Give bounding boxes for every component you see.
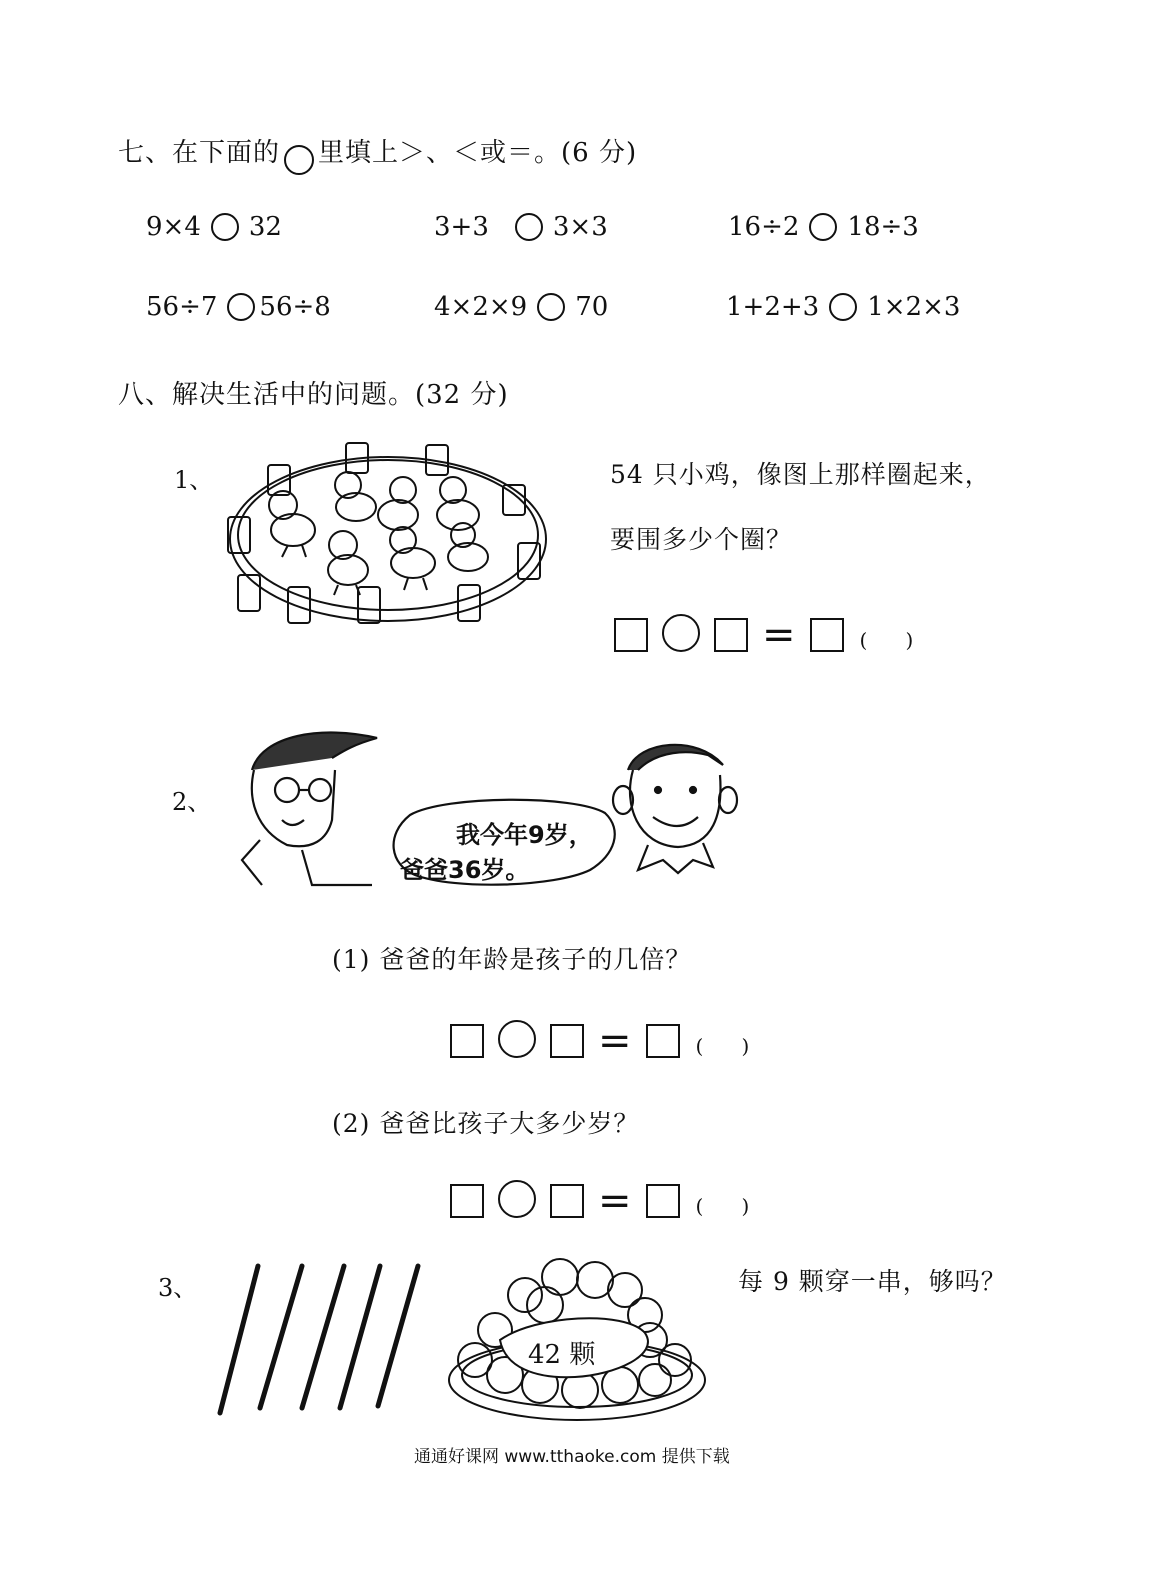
compare-item bbox=[434, 292, 608, 322]
compare-blank-circle[interactable] bbox=[211, 213, 239, 241]
compare-blank-circle[interactable] bbox=[537, 293, 565, 321]
answer-box[interactable] bbox=[646, 1184, 680, 1218]
compare-blank-circle[interactable] bbox=[227, 293, 255, 321]
q1-text-line2: 要围多少个圈？ bbox=[610, 525, 793, 554]
compare-left: 16÷2 bbox=[728, 212, 800, 242]
chicks-in-fence-illustration bbox=[218, 435, 563, 635]
compare-right: 32 bbox=[248, 212, 282, 242]
speech-bubble-line1: 我今年9岁， bbox=[456, 821, 593, 849]
unit-paren[interactable]: ( ) bbox=[695, 1034, 750, 1058]
compare-left: 9×4 bbox=[146, 212, 201, 242]
compare-item bbox=[726, 292, 960, 322]
answer-box[interactable] bbox=[810, 618, 844, 652]
compare-left: 3+3 bbox=[434, 212, 489, 242]
compare-right: 3×3 bbox=[552, 212, 608, 242]
answer-box[interactable] bbox=[714, 618, 748, 652]
answer-box[interactable] bbox=[550, 1024, 584, 1058]
compare-blank-circle[interactable] bbox=[829, 293, 857, 321]
section7-title bbox=[118, 132, 637, 175]
footer-watermark: 通通好课网 www.tthaoke.com 提供下载 bbox=[414, 1447, 730, 1467]
operator-circle[interactable] bbox=[498, 1180, 536, 1218]
question-number: 2、 bbox=[172, 788, 212, 816]
answer-box[interactable] bbox=[646, 1024, 680, 1058]
equals-icon: = bbox=[598, 1018, 632, 1064]
compare-item bbox=[146, 212, 282, 242]
compare-item bbox=[434, 212, 608, 242]
section7-title-before: 七、在下面的 bbox=[118, 138, 281, 168]
compare-left: 4×2×9 bbox=[434, 292, 528, 322]
q2-equation-1 bbox=[450, 1018, 750, 1064]
compare-right: 70 bbox=[575, 292, 609, 322]
compare-blank-circle[interactable] bbox=[809, 213, 837, 241]
compare-blank-circle[interactable] bbox=[515, 213, 543, 241]
compare-left: 56÷7 bbox=[146, 292, 218, 322]
circle-symbol-icon bbox=[284, 145, 314, 175]
child-portrait-illustration bbox=[608, 735, 748, 875]
compare-right: 18÷3 bbox=[847, 212, 919, 242]
equals-icon: = bbox=[598, 1178, 632, 1224]
q3-question: 每 9 颗穿一串，够吗？ bbox=[738, 1267, 1007, 1296]
plate-label: 42 颗 bbox=[528, 1340, 596, 1370]
operator-circle[interactable] bbox=[498, 1020, 536, 1058]
question-number: 3、 bbox=[158, 1274, 198, 1302]
operator-circle[interactable] bbox=[662, 614, 700, 652]
unit-paren[interactable]: ( ) bbox=[695, 1194, 750, 1218]
equals-icon: = bbox=[762, 612, 796, 658]
compare-right: 1×2×3 bbox=[867, 292, 961, 322]
answer-box[interactable] bbox=[450, 1184, 484, 1218]
compare-item bbox=[728, 212, 919, 242]
compare-left: 1+2+3 bbox=[726, 292, 820, 322]
compare-item bbox=[146, 292, 331, 322]
q2-sub1: (1) 爸爸的年龄是孩子的几倍？ bbox=[332, 945, 692, 974]
question-number: 1、 bbox=[174, 466, 214, 494]
q2-sub2: (2) 爸爸比孩子大多少岁？ bbox=[332, 1109, 640, 1138]
strings-illustration bbox=[210, 1258, 430, 1423]
section7-title-after: 里填上＞、＜或＝。(6 分) bbox=[318, 138, 638, 168]
q2-equation-2 bbox=[450, 1178, 750, 1224]
answer-box[interactable] bbox=[550, 1184, 584, 1218]
father-portrait-illustration bbox=[232, 730, 382, 890]
speech-bubble-line2: 爸爸36岁。 bbox=[400, 856, 530, 884]
compare-right: 56÷8 bbox=[259, 292, 331, 322]
section8-title: 八、解决生活中的问题。(32 分) bbox=[118, 380, 509, 410]
answer-box[interactable] bbox=[614, 618, 648, 652]
q1-equation bbox=[614, 612, 914, 658]
answer-box[interactable] bbox=[450, 1024, 484, 1058]
unit-paren[interactable]: ( ) bbox=[859, 628, 914, 652]
q1-text-line1: 54 只小鸡，像图上那样圈起来， bbox=[610, 460, 991, 489]
